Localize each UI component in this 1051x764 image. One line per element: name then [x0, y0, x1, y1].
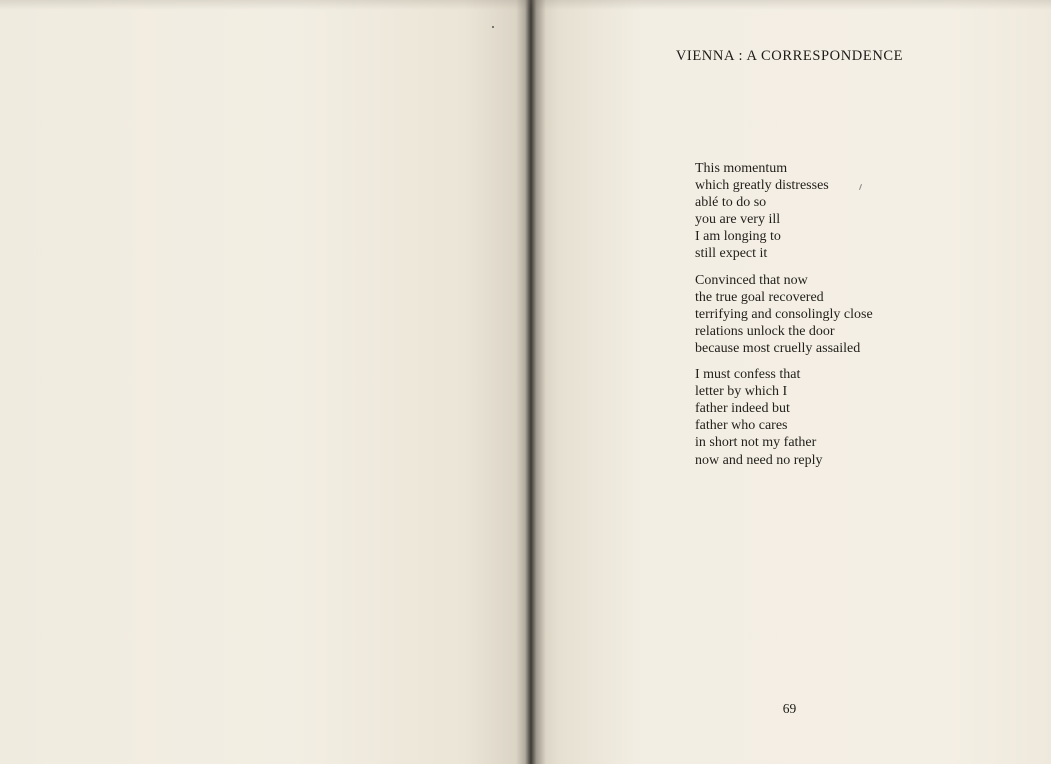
poem-line: terrifying and consolingly close — [695, 306, 873, 322]
poem-line: father who cares — [695, 418, 788, 434]
poem-line: This momentum — [695, 161, 788, 176]
stanza-3 — [695, 366, 873, 469]
paper-speck — [492, 26, 494, 28]
poem-line: the true goal recovered — [695, 289, 824, 305]
poem-line: because most cruelly assailed — [695, 340, 861, 356]
stanza-1 — [695, 160, 873, 263]
poem-line: I must confess that — [695, 367, 801, 383]
stanza-2 — [695, 272, 873, 357]
poem-line: ablé to do so — [695, 195, 767, 211]
poem-line: still expect it — [695, 246, 768, 262]
poem-line: which greatly distresses — [695, 178, 829, 194]
poem-line: now and need no reply — [695, 452, 823, 468]
poem-line: Convinced that now — [695, 272, 808, 288]
poem — [695, 160, 873, 478]
poem-line: relations unlock the door — [695, 323, 835, 339]
poem-line: letter by which I — [695, 384, 788, 400]
poem-line: in short not my father — [695, 435, 817, 451]
running-head: VIENNA : A CORRESPONDENCE — [675, 48, 904, 64]
poem-line: father indeed but — [695, 401, 790, 417]
page-number: 69 — [782, 701, 797, 716]
poem-line: you are very ill — [695, 212, 781, 228]
right-page — [528, 0, 1051, 764]
poem-line: I am longing to — [695, 229, 781, 245]
top-edge-shadow — [0, 0, 1051, 10]
book-gutter — [516, 0, 546, 764]
